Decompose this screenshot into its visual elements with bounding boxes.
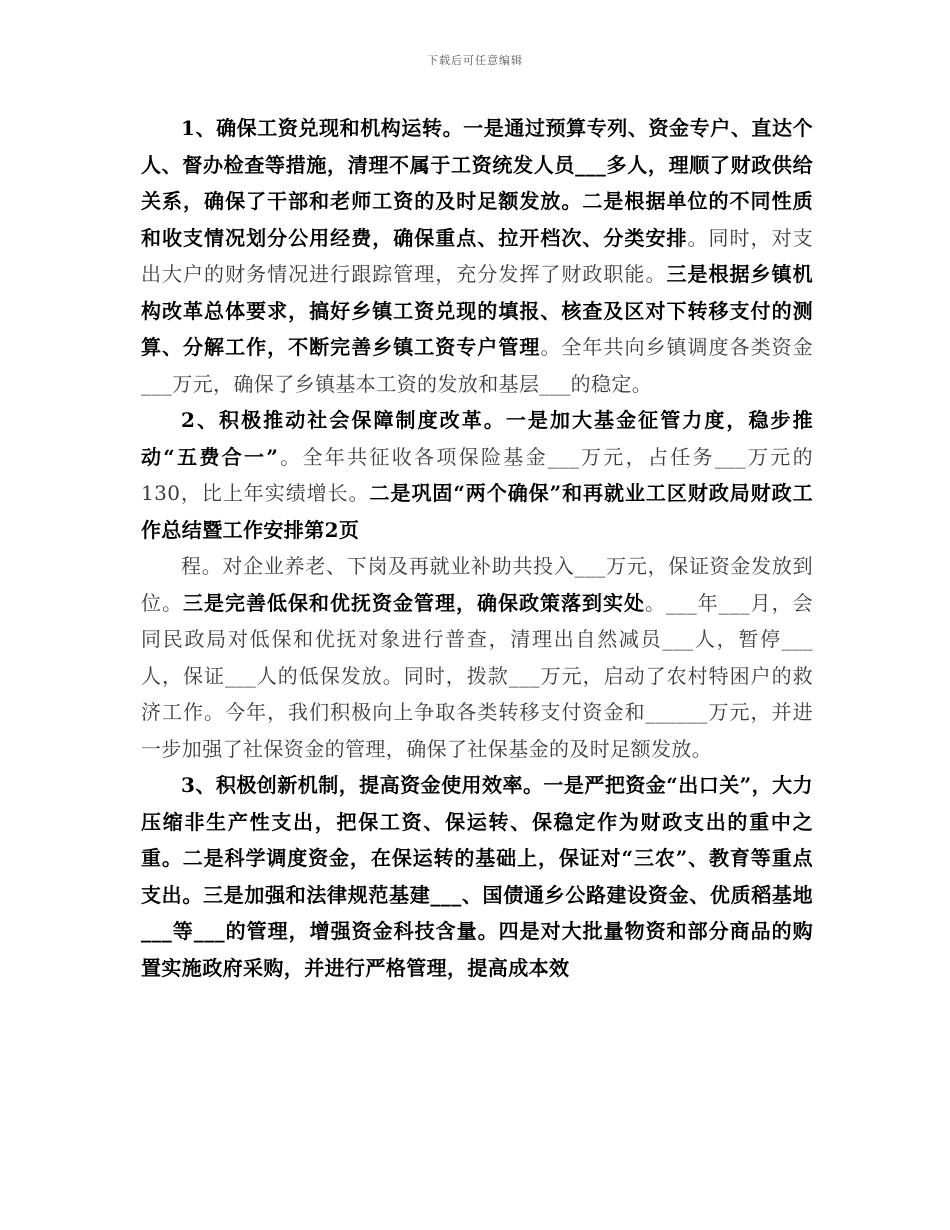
text-segment: 。___年___月，会同民政局对低保和优抚对象进行普查，清理出自然减员___人，暂停___人，保证___人的低保发放。同时，拨款___万元，启动了农村特困户的救济工作。今年，我们积极向上争取各类转移支付资金和______万元，并进一步加强了社保资金的管理，确保了社保基金的及时足额发放。 [141,590,813,761]
text-segment: 。全年共向乡镇调度各类资金___万元，确保了乡镇基本工资的发放和基层___的稳定。 [141,335,814,396]
text-segment: 三是完善低保和优抚资金管理，确保政策落到实处 [183,590,645,615]
page-header: 下载后可任意编辑 [427,54,523,67]
document-body [141,110,813,986]
text-segment: 三是根据乡镇机构改革总体要求，搞好乡镇工资兑现的填报、核查及区对下转移支付的测算、分解工作，不断完善乡镇工资专户管理 [141,262,813,359]
paragraph-fund-efficiency [141,767,813,986]
text-segment: 3、积极创新机制，提高资金使用效率。一是严把资金“出口关”，大力压缩非生产性支出，把保工资、保运转、保稳定作为财政支出的重中之重。二是科学调度资金，在保运转的基础上，保证对“三农”、教育等重点支出。三是加强和法律规范基建___、国债通乡公路建设资金、优质稻基地___等___的管理，增强资金科技含量。四是对大批量物资和部分商品的购置实施政府采购，并进行严格管理，提高成本效 [141,773,813,980]
text-segment: 。同时，对支出大户的财务情况进行跟踪管理，充分发挥了财政职能。 [141,225,813,286]
text-segment: 2、积极推动社会保障制度改革。一是加大基金征管力度，稳步推动“五费合一” [141,408,813,469]
text-segment: 1、确保工资兑现和机构运转。一是通过预算专列、资金专户、直达个人、督办检查等措施，清理不属于工资统发人员___多人，理顺了财政供给关系，确保了干部和老师工资的及时足额发放。二是根据单位的不同性质和收支情况划分公用经费，确保重点、拉开档次、分类安排 [141,116,813,250]
text-segment: 。全年共征收各项保险基金___万元，占任务___万元的130，比上年实绩增长。 [141,444,813,505]
paragraph-continuation [141,548,813,767]
paragraph-social-security [141,402,813,548]
text-segment: 二是巩固“两个确保”和再就业工区财政局财政工作总结暨工作安排第2页 [141,481,813,542]
text-segment: 程。对企业养老、下岗及再就业补助共投入___万元，保证资金发放到位。 [141,554,813,615]
paragraph-wage-guarantee [141,110,813,402]
